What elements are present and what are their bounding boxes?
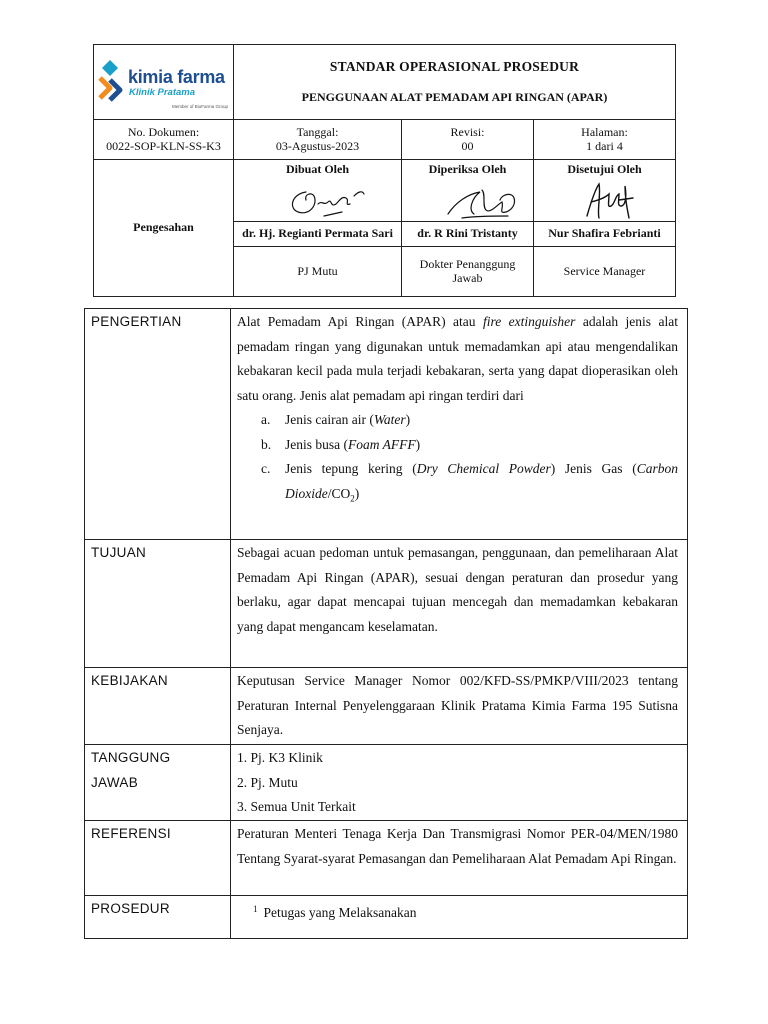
sop-header-table <box>93 44 676 297</box>
extinguisher-types-list <box>237 408 678 511</box>
section-referensi <box>85 821 688 896</box>
kimia-farma-logo <box>94 52 234 112</box>
referensi-label: REFERENSI <box>85 821 231 896</box>
checked-by-role-line2: Jawab <box>452 270 483 285</box>
date-label: Tanggal: <box>296 125 339 140</box>
sop-content-table <box>84 308 688 939</box>
made-by-label: Dibuat Oleh <box>285 162 349 176</box>
logo-member-text: Member of BioFarma Group <box>172 104 229 109</box>
made-by-role: PJ Mutu <box>234 247 402 297</box>
checked-by-role <box>402 247 534 297</box>
referensi-text: Peraturan Menteri Tenaga Kerja Dan Transmigrasi Nomor PER-04/MEN/1980 Tentang Syarat-syarat Pemasangan dan Pemeliharaan Alat Pemadam Api Ringan. <box>231 821 688 896</box>
checked-by-label: Diperiksa Oleh <box>428 162 507 176</box>
made-by-signature-cell <box>234 160 402 222</box>
prosedur-label: PROSEDUR <box>85 896 231 939</box>
list-item: 2. Pj. Mutu <box>237 774 298 790</box>
document-subtitle: PENGGUNAAN ALAT PEMADAM API RINGAN (APAR) <box>301 89 608 104</box>
section-tanggung-jawab <box>85 745 688 821</box>
title-cell <box>234 45 676 120</box>
document-title: STANDAR OPERASIONAL PROSEDUR <box>329 58 580 74</box>
step-number: 1 <box>253 904 258 914</box>
pengertian-intro: Alat Pemadam Api Ringan (APAR) atau fire extinguisher adalah jenis alat pemadam ringan yang digunakan untuk memadamkan api atau mengendalikan kebakaran kecil pada mula terjadi kebakaran, serta yang dapat dioperasikan oleh satu orang. Jenis alat pemadam api ringan terdiri dari <box>237 314 678 403</box>
revision-label: Revisi: <box>450 125 485 140</box>
made-by-signature <box>284 182 374 220</box>
date-cell <box>234 120 402 160</box>
approved-by-signature <box>579 180 639 222</box>
list-item: b. Jenis busa (Foam AFFF) <box>261 436 421 452</box>
list-item: a. Jenis cairan air (Water) <box>261 412 411 427</box>
approved-by-role: Service Manager <box>534 247 676 297</box>
list-item: c. Jenis tepung kering (Dry Chemical Powder) Jenis Gas (Carbon Dioxide/$CO_2$) <box>261 461 678 504</box>
tanggung-jawab-label: TANGGUNG JAWAB <box>85 745 231 821</box>
checked-by-signature <box>442 180 522 222</box>
approval-label: Pengesahan <box>94 160 234 297</box>
kebijakan-label: KEBIJAKAN <box>85 668 231 745</box>
logo-subtitle: Klinik Pratama <box>129 87 195 98</box>
tujuan-text: Sebagai acuan pedoman untuk pemasangan, penggunaan, dan pemeliharaan Alat Pemadam Api Ringan (APAR), sesuai dengan peraturan dan prosedur yang berlaku, agar dapat mencapai tujuan mencegah dan memadamkan kebakaran yang dapat mengancam keselamatan. <box>231 540 688 668</box>
kebijakan-text: Keputusan Service Manager Nomor 002/KFD-SS/PMKP/VIII/2023 tentang Peraturan Internal Penyelenggaraan Klinik Pratama Kimia Farma 195 Sutisna Senjaya. <box>231 668 688 745</box>
logo-cell <box>94 45 234 120</box>
logo-brand-text: kimia farma <box>128 67 225 87</box>
revision-cell <box>402 120 534 160</box>
section-pengertian <box>85 309 688 540</box>
pengertian-content <box>231 309 688 540</box>
tujuan-label: TUJUAN <box>85 540 231 668</box>
checked-by-name: dr. R Rini Tristanty <box>402 222 534 247</box>
made-by-name: dr. Hj. Regianti Permata Sari <box>234 222 402 247</box>
approved-by-label: Disetujui Oleh <box>567 162 642 176</box>
step-text: Petugas yang Melaksanakan <box>263 905 417 920</box>
prosedur-content <box>231 896 688 939</box>
section-tujuan <box>85 540 688 668</box>
page-cell <box>534 120 676 160</box>
page-label: Halaman: <box>581 125 628 140</box>
tanggung-jawab-list <box>231 745 688 821</box>
doc-number-value: 0022-SOP-KLN-SS-K3 <box>106 138 221 153</box>
list-item: 1. Pj. K3 Klinik <box>237 750 323 765</box>
section-prosedur <box>85 896 688 939</box>
checked-by-signature-cell <box>402 160 534 222</box>
approved-by-name: Nur Shafira Febrianti <box>534 222 676 247</box>
approved-by-signature-cell <box>534 160 676 222</box>
checked-by-role-line1: Dokter Penanggung <box>419 257 516 272</box>
page-value: 1 dari 4 <box>586 138 623 153</box>
doc-number-label: No. Dokumen: <box>127 125 200 140</box>
kimia-farma-logo-icon <box>96 58 126 110</box>
section-kebijakan <box>85 668 688 745</box>
revision-value: 00 <box>461 138 474 153</box>
list-item: 3. Semua Unit Terkait <box>237 799 356 814</box>
date-value: 03-Agustus-2023 <box>275 138 360 153</box>
doc-number-cell <box>94 120 234 160</box>
pengertian-label: PENGERTIAN <box>85 309 231 540</box>
